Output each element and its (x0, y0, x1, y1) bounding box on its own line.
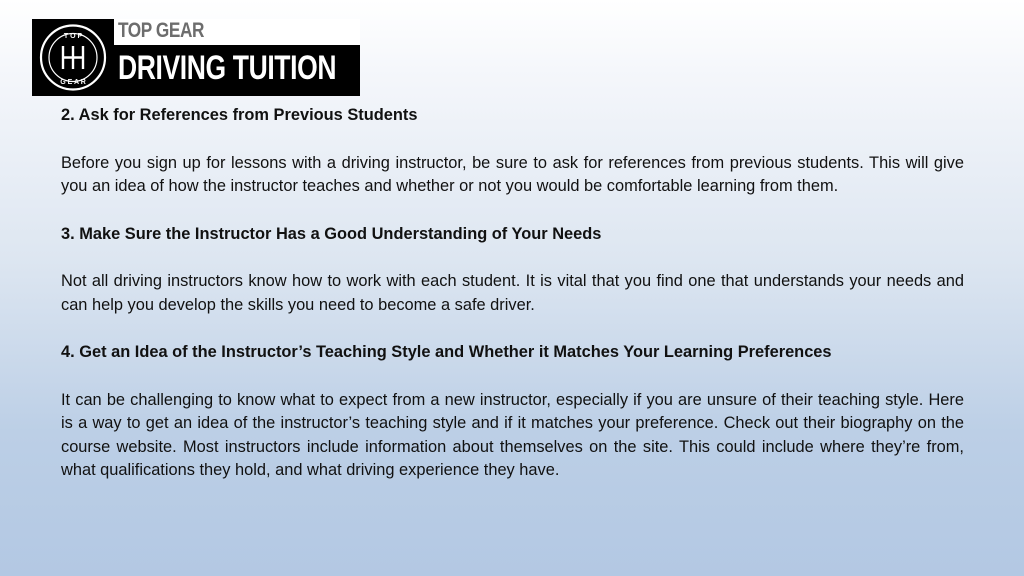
gear-shift-pattern-icon (36, 22, 110, 93)
section-paragraph: Before you sign up for lessons with a driving instructor, be sure to ask for references from previous students. This will give you an idea of how the instructor teaches and whether or not you would be comfortable learning from them. (61, 153, 964, 195)
section-heading: 3. Make Sure the Instructor Has a Good Understanding of Your Needs (61, 224, 602, 243)
section-paragraph: Not all driving instructors know how to work with each student. It is vital that you find one that understands your needs and can help you develop the skills you need to become a safe driver. (61, 272, 964, 314)
emblem-bottom-text: G E A R (60, 79, 86, 86)
logo-line-top-gear: TOP GEAR (118, 19, 205, 42)
emblem-top-text: T O P (63, 33, 83, 40)
logo-emblem (32, 19, 114, 96)
section-paragraph: It can be challenging to know what to expect from a new instructor, especially if you are unsure of their teaching style. Here is a way to get an idea of the instructor’s teaching style and if it matches your preference. Check out their biography on the course website. Most instructors include information about themselves on the site. This could include where they’re from, what qualifications they hold, and what driving experience they have. (61, 390, 964, 479)
article-content (61, 104, 964, 483)
logo-line-driving-tuition: DRIVING TUITION (118, 49, 337, 87)
section-heading: 2. Ask for References from Previous Students (61, 106, 418, 124)
brand-logo (32, 19, 360, 96)
section-heading: 4. Get an Idea of the Instructor’s Teaching Style and Whether it Matches Your Learning Preferences (61, 343, 832, 361)
